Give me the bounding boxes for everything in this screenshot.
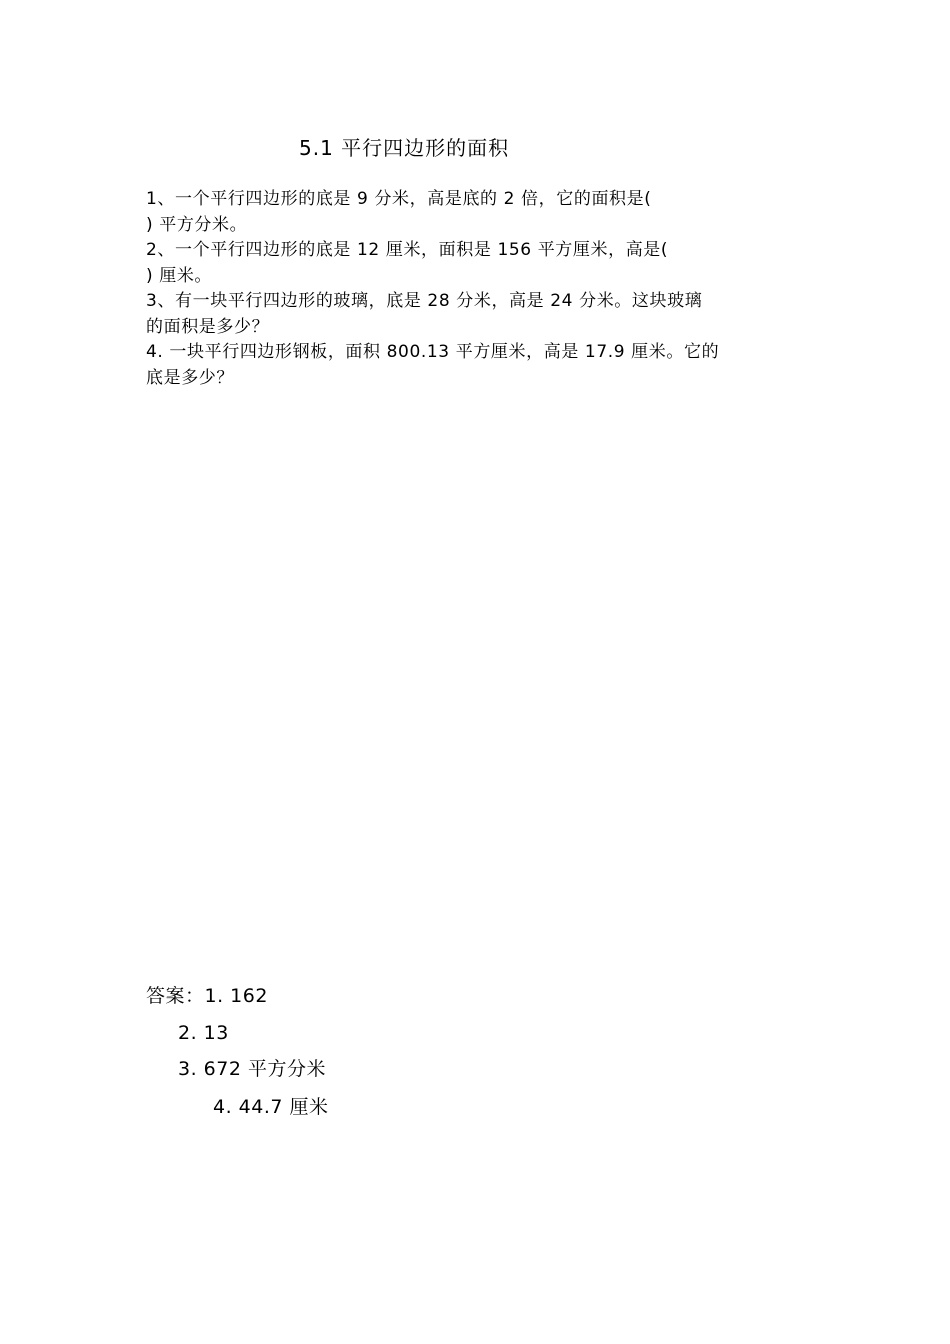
question-4-line-2: 底是多少？ — [146, 367, 234, 388]
answer-1: 答案：1. 162 — [146, 985, 268, 1007]
question-1-line-1: 1、一个平行四边形的底是 9 分米，高是底的 2 倍，它的面积是( — [146, 189, 652, 209]
question-2-line-1: 2、一个平行四边形的底是 12 厘米，面积是 156 平方厘米，高是( — [146, 240, 669, 260]
question-3-line-1: 3、有一块平行四边形的玻璃，底是 28 分米，高是 24 分米。这块玻璃 — [146, 291, 703, 311]
answer-4: 4. 44.7 厘米 — [213, 1096, 329, 1118]
answer-3: 3. 672 平方分米 — [178, 1058, 326, 1080]
question-3-line-2: 的面积是多少？ — [146, 316, 270, 337]
question-list — [146, 187, 811, 391]
page-title: 5.1 平行四边形的面积 — [299, 136, 510, 160]
question-2-line-2: ) 厘米。 — [146, 265, 213, 286]
question-1-line-2: ) 平方分米。 — [146, 214, 248, 235]
question-4-line-1: 4. 一块平行四边形钢板，面积 800.13 平方厘米，高是 17.9 厘米。它的 — [146, 342, 720, 362]
answer-2: 2. 13 — [178, 1022, 229, 1044]
